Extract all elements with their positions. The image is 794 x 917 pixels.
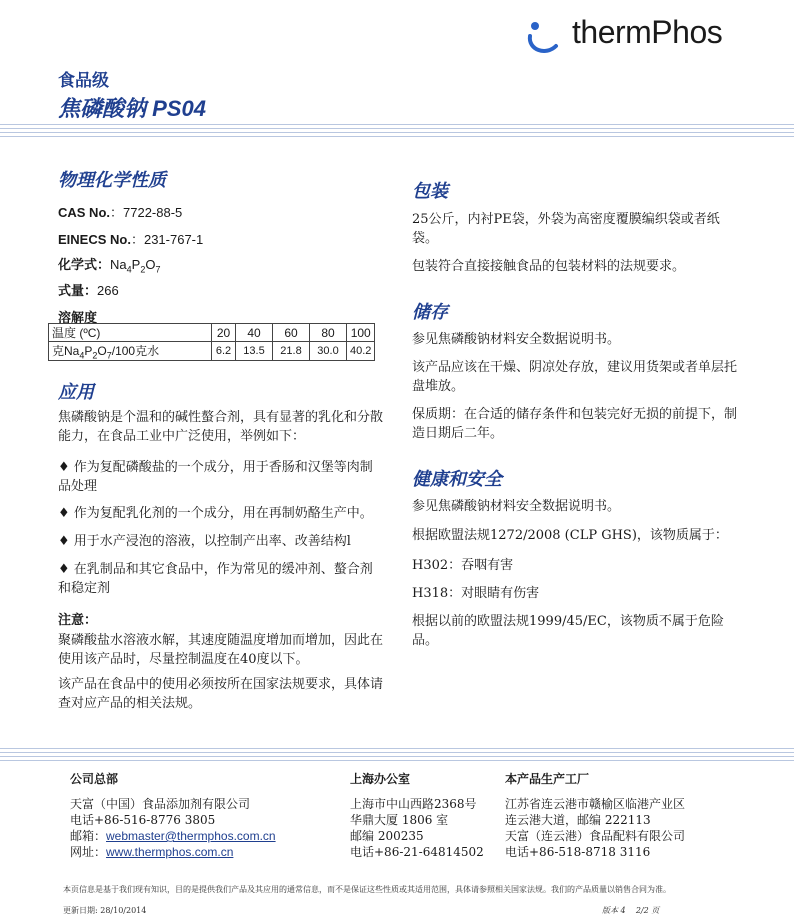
product-title: 焦磷酸钠 PS04 [58, 96, 206, 121]
formula-weight [58, 280, 119, 299]
einecs-value: ：231-767-1 [130, 232, 204, 247]
table-row [49, 342, 375, 361]
application-bullet: ♦ 作为复配磷酸盐的一个成分，用于香肠和汉堡等肉制品处理 [58, 460, 373, 494]
product-category: 食品级 [58, 71, 109, 90]
table-cell: 40 [236, 324, 273, 342]
hazard-h302: H302：吞咽有害 [412, 558, 514, 573]
formula-p-sub: 2 [140, 264, 146, 275]
table-cell: 6.2 [212, 342, 236, 361]
packaging-title: 包装 [412, 181, 448, 201]
application-bullet: ♦ 用于水产浸泡的溶液，以控制产出率、改善结构l [58, 534, 351, 549]
solubility-title: 溶解度 [58, 310, 98, 325]
hazard-h318: H318：对眼睛有伤害 [412, 586, 540, 601]
health-title: 健康和安全 [412, 469, 502, 489]
application-bullet: ♦ 在乳制品和其它食品中，作为常见的缓冲剂、螯合剂和稳定剂 [58, 562, 373, 596]
formula-na: Na [110, 257, 127, 272]
hq-email-link[interactable]: webmaster@thermphos.com.cn [106, 829, 276, 843]
hq-phone: 电话+86-516-8776 3805 [70, 813, 216, 827]
storage-conditions: 该产品应该在干燥、阴凉处存放，建议用货架或者单层托盘堆放。 [412, 360, 738, 394]
temperature-label: 温度 (ºC) [49, 324, 212, 342]
table-cell: 80 [310, 324, 347, 342]
hq-company: 天富（中国）食品添加剂有限公司 [70, 797, 251, 811]
brand-name: thermPhos [572, 14, 723, 50]
page-number: 2/2 页 [635, 906, 660, 915]
table-cell: 20 [212, 324, 236, 342]
table-row [49, 324, 375, 342]
packaging-text: 25公斤，内衬PE袋，外袋为高密度覆膜编织袋或者纸袋。 [412, 212, 720, 246]
footer-divider [0, 748, 794, 764]
cas-value: ：7722-88-5 [110, 205, 183, 220]
table-cell: 40.2 [347, 342, 375, 361]
health-clp: 根据欧盟法规1272/2008 (CLP GHS)，该物质属于： [412, 528, 728, 543]
einecs-number [58, 229, 203, 248]
einecs-label: EINECS No. [58, 232, 131, 247]
version-page [602, 905, 659, 916]
application-bullet: ♦ 作为复配乳化剂的一个成分，用在再制奶酪生产中。 [58, 506, 373, 521]
table-cell: 13.5 [236, 342, 273, 361]
properties-title: 物理化学性质 [58, 170, 166, 190]
weight-label: 式量： [58, 283, 98, 298]
formula-p: P [131, 257, 141, 272]
storage-msds: 参见焦磷酸钠材料安全数据说明书。 [412, 332, 621, 347]
note-hydrolysis: 聚磷酸盐水溶液水解，其速度随温度增加而增加，因此在使用该产品时，尽量控制温度在40度以下。 [58, 633, 384, 667]
weight-value: 266 [97, 283, 119, 298]
hq-title: 公司总部 [70, 772, 119, 786]
storage-title: 储存 [412, 302, 448, 322]
shanghai-office-title: 上海办公室 [350, 772, 411, 786]
table-cell: 21.8 [273, 342, 310, 361]
packaging-compliance: 包装符合直接接触食品的包装材料的法规要求。 [412, 259, 686, 274]
chemical-formula [58, 254, 160, 275]
note-regulation: 该产品在食品中的使用必须按所在国家法规要求，具体请查对应产品的相关法规。 [58, 677, 384, 711]
solubility-label: 克$Na_4P_2O_7/100$克水 [49, 342, 212, 361]
formula-na-sub: 4 [126, 264, 132, 275]
table-cell: 60 [273, 324, 310, 342]
solubility-table [48, 323, 375, 361]
health-old-regulation: 根据以前的欧盟法规1999/45/EC，该物质不属于危险品。 [412, 614, 724, 648]
update-date: 更新日期: 28/10/2014 [63, 906, 147, 915]
hq-web-line: 网址：www.thermphos.com.cn [70, 845, 234, 859]
version: 版本 4 [602, 906, 626, 915]
hq-website-link[interactable]: www.thermphos.com.cn [106, 845, 234, 859]
plant-contact: 江苏省连云港市赣榆区临港产业区 连云港大道，邮编 222113 天富（连云港）食品配料有限公司 电话+86-518-8718 3116 [505, 797, 686, 859]
health-msds: 参见焦磷酸钠材料安全数据说明书。 [412, 499, 621, 514]
shanghai-office-contact: 上海市中山西路2368号 华鼎大厦 1806 室 邮编 200235 电话+86-21-64814502 [350, 797, 484, 859]
header-divider [0, 124, 794, 144]
cas-number [58, 202, 182, 221]
shelf-life: 保质期：在合适的储存条件和包装完好无损的前提下，制造日期后二年。 [412, 407, 738, 441]
formula-o: O [145, 257, 156, 272]
cas-label: CAS No. [58, 205, 110, 220]
formula-label: 化学式： [58, 257, 111, 272]
plant-title: 本产品生产工厂 [505, 772, 590, 786]
hq-contact [70, 796, 276, 860]
disclaimer: 本页信息是基于我们现有知识，目的是提供我们产品及其应用的通常信息，而不是保证这些性质或其适用范围，具体请参照相关国家法规。我们的产品质量以销售合同为准。 [63, 885, 671, 894]
application-intro: 焦磷酸钠是个温和的碱性螯合剂，具有显著的乳化和分散能力，在食品工业中广泛使用，举例如下： [58, 410, 384, 444]
note-title: 注意： [58, 612, 98, 627]
formula-o-sub: 7 [155, 264, 161, 275]
swoosh-icon [524, 16, 564, 60]
table-cell: 100 [347, 324, 375, 342]
hq-email-line: 邮箱：webmaster@thermphos.com.cn [70, 829, 276, 843]
thermphos-logo [524, 12, 784, 62]
table-cell: 30.0 [310, 342, 347, 361]
application-title: 应用 [58, 382, 94, 402]
